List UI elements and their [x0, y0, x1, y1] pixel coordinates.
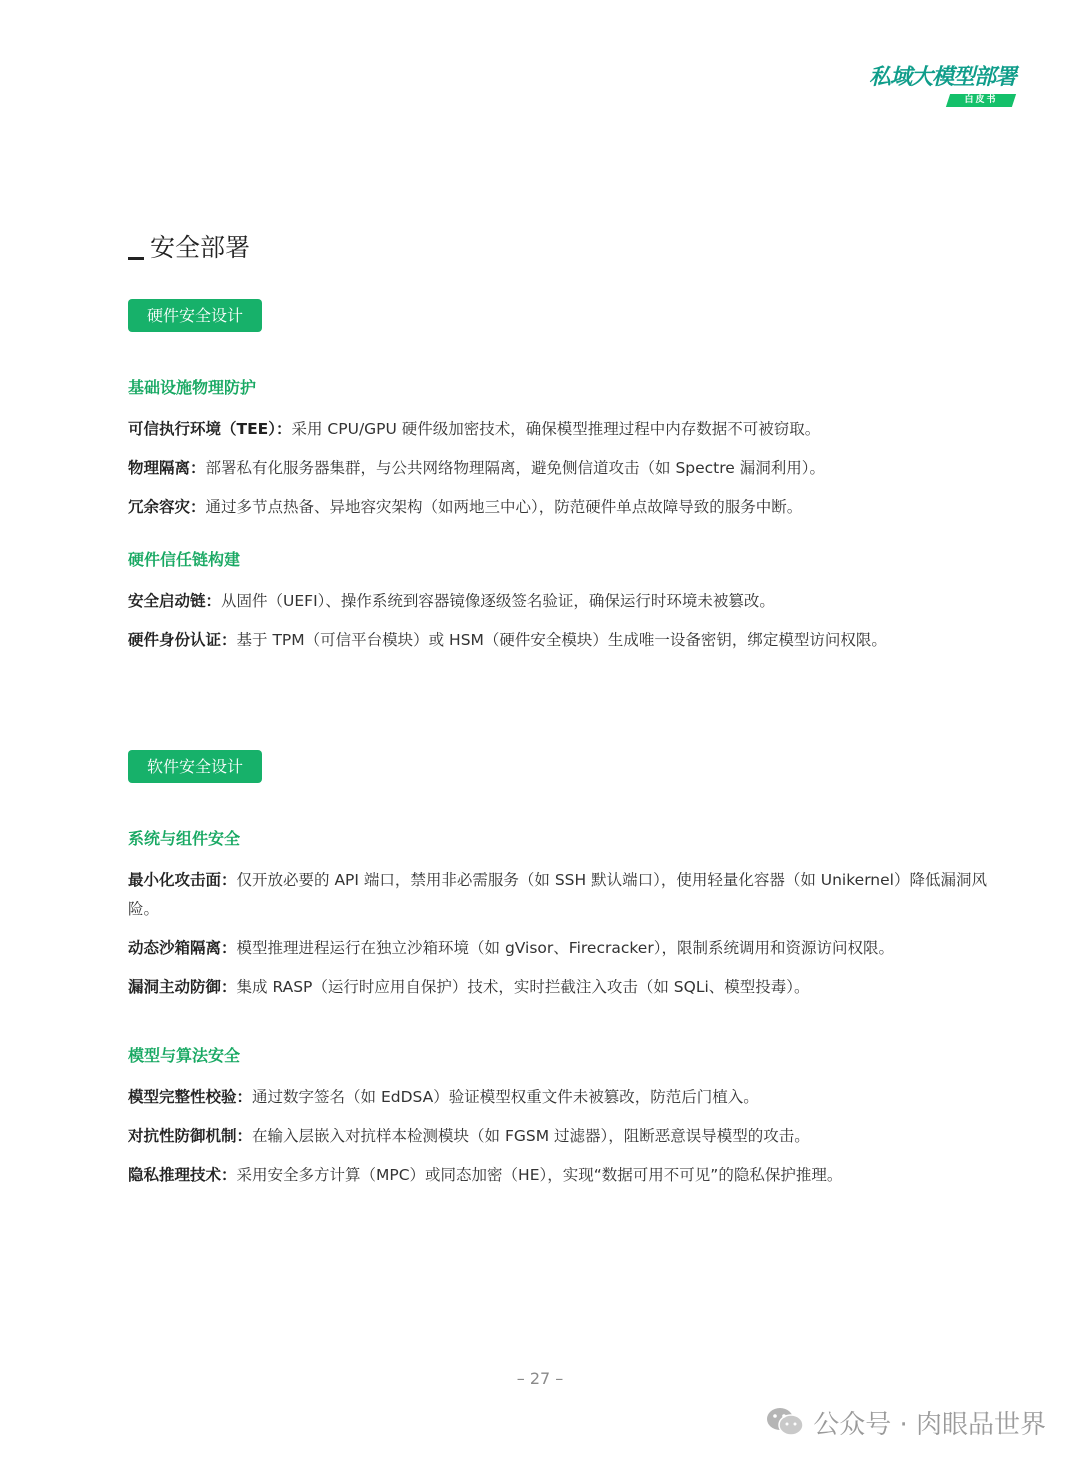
paragraph-model-integrity — [128, 1083, 988, 1112]
paragraph-redundancy — [128, 493, 988, 522]
brand-subtitle-badge — [946, 94, 1016, 107]
paragraph-secure-boot — [128, 587, 988, 616]
brand-logo — [860, 58, 1020, 110]
item-label: 安全启动链： — [128, 592, 222, 610]
paragraph-physical-isolation — [128, 454, 988, 483]
section-title — [128, 228, 250, 264]
item-label: 冗余容灾： — [128, 498, 206, 516]
software-group2-title: 模型与算法安全 — [128, 1046, 241, 1065]
item-label: 模型完整性校验： — [128, 1088, 253, 1106]
brand-title: 私域大模型部署 — [868, 65, 1016, 90]
watermark-text: 公众号 · 肉眼品世界 — [813, 1409, 1046, 1440]
section-title-text: 安全部署 — [150, 233, 251, 262]
hardware-group1-title: 基础设施物理防护 — [128, 378, 257, 397]
item-label: 物理隔离： — [128, 459, 206, 477]
item-label: 对抗性防御机制： — [128, 1127, 253, 1145]
paragraph-active-defense — [128, 973, 988, 1002]
software-security-pill: 软件安全设计 — [128, 750, 262, 783]
page-number: – 27 – — [516, 1369, 564, 1388]
paragraph-hardware-identity — [128, 626, 988, 655]
hardware-group2-title: 硬件信任链构建 — [128, 550, 241, 569]
brand-subtitle: 白皮书 — [964, 95, 998, 105]
item-text: 基于 TPM（可信平台模块）或 HSM（硬件安全模块）生成唯一设备密钥，绑定模型访问权限。 — [236, 631, 887, 649]
item-text: 模型推理进程运行在独立沙箱环境（如 gVisor、Firecracker），限制系统调用和资源访问权限。 — [236, 939, 894, 957]
paragraph-adversarial-defense — [128, 1122, 988, 1151]
item-text: 部署私有化服务器集群，与公共网络物理隔离，避免侧信道攻击（如 Spectre 漏洞利用）。 — [205, 459, 826, 477]
item-label: 隐私推理技术： — [128, 1166, 237, 1184]
item-text: 在输入层嵌入对抗样本检测模块（如 FGSM 过滤器），阻断恶意误导模型的攻击。 — [252, 1127, 810, 1145]
title-underscore-mark — [128, 257, 144, 260]
software-group1-title: 系统与组件安全 — [128, 829, 241, 848]
paragraph-privacy-inference — [128, 1161, 988, 1190]
item-label: 漏洞主动防御： — [128, 978, 237, 996]
item-text: 通过多节点热备、异地容灾架构（如两地三中心），防范硬件单点故障导致的服务中断。 — [205, 498, 803, 516]
paragraph-tee — [128, 415, 988, 444]
hardware-security-pill: 硬件安全设计 — [128, 299, 262, 332]
item-text: 仅开放必要的 API 端口，禁用非必需服务（如 SSH 默认端口），使用轻量化容器（如 Unikernel）降低漏洞风险。 — [128, 871, 987, 918]
item-text: 采用 CPU/GPU 硬件级加密技术，确保模型推理过程中内存数据不可被窃取。 — [291, 420, 821, 438]
item-label: 动态沙箱隔离： — [128, 939, 237, 957]
paragraph-sandbox-isolation — [128, 934, 988, 963]
watermark — [765, 1404, 1046, 1440]
item-text: 集成 RASP（运行时应用自保护）技术，实时拦截注入攻击（如 SQLi、模型投毒）。 — [236, 978, 810, 996]
item-label: 硬件身份认证： — [128, 631, 237, 649]
item-label: 最小化攻击面： — [128, 871, 237, 889]
item-text: 通过数字签名（如 EdDSA）验证模型权重文件未被篡改，防范后门植入。 — [252, 1088, 759, 1106]
item-label: 可信执行环境（TEE）： — [128, 420, 292, 438]
item-text: 从固件（UEFI）、操作系统到容器镜像逐级签名验证，确保运行时环境未被篡改。 — [221, 592, 775, 610]
item-text: 采用安全多方计算（MPC）或同态加密（HE），实现“数据可用不可见”的隐私保护推理。 — [236, 1166, 843, 1184]
paragraph-minimal-attack-surface — [128, 866, 988, 924]
wechat-icon — [765, 1406, 805, 1438]
